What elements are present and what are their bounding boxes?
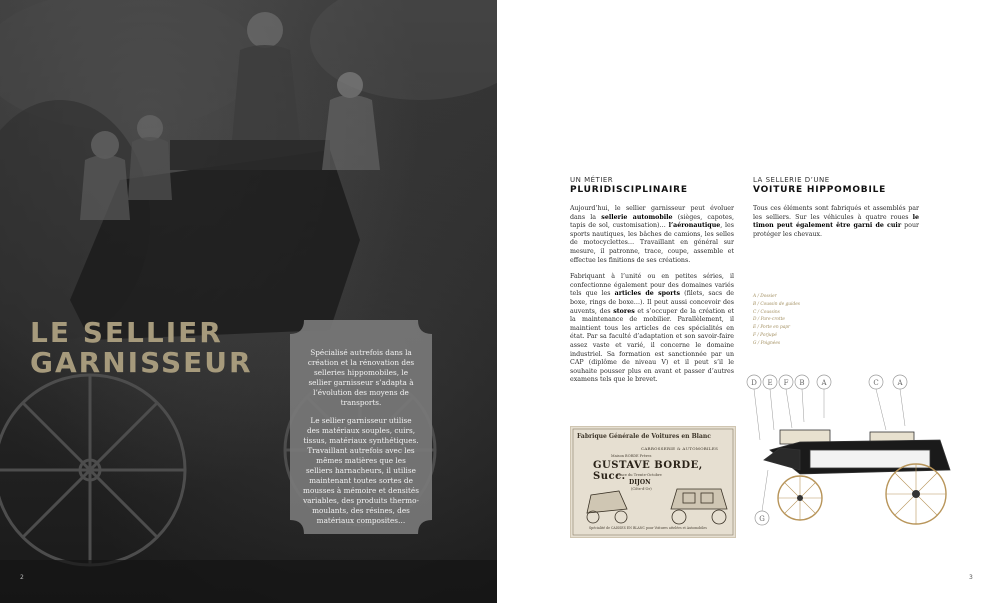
legend-item: F / Porjupé bbox=[753, 332, 777, 338]
ad-subheader: CARROSSERIE & AUTOMOBILES bbox=[641, 446, 719, 451]
title-line-2: GARNISSEUR bbox=[30, 346, 253, 379]
diagram-label-g: G bbox=[759, 515, 765, 523]
column-metier bbox=[570, 176, 734, 385]
plaque-paragraph-2: Le sellier garnisseur utilise des matériaux souples, cuirs, tissus, matériaux synthétiques. Travaillant autrefois avec les mêmes matières que les selliers harnacheurs, il utilise maintenant toutes sortes de mousses à mémoire et densités variables, des produits thermo-moulants, des résines, des matériaux composites… bbox=[303, 416, 419, 525]
vintage-ad-card bbox=[570, 426, 736, 538]
diagram-label-f: F bbox=[783, 379, 789, 387]
ad-address: Place du Trente-Octobre bbox=[617, 473, 662, 477]
legend-item: G / Poignées bbox=[753, 340, 781, 346]
page-number-right: 3 bbox=[969, 574, 973, 581]
ad-header: Fabrique Générale de Voitures en Blanc bbox=[577, 433, 711, 440]
plaque-paragraph-1: Spécialisé autrefois dans la création et la rénovation des selleries hippomobiles, le sellier garnisseur s’adapta à l’évolution des moyens de transports. bbox=[307, 348, 415, 407]
diagram-label-c: C bbox=[873, 379, 879, 387]
ad-company-name: GUSTAVE BORDE, Succ. bbox=[593, 460, 703, 482]
col2-kicker: LA SELLERIE D’UNE bbox=[753, 176, 830, 184]
carriage-diagram bbox=[740, 370, 970, 542]
ad-region: (Côte-d’Or) bbox=[631, 487, 652, 491]
ad-footer: Spécialité de CAISSES EN BLANC pour Voitures attelées et Automobiles bbox=[589, 526, 707, 530]
ad-city: DIJON bbox=[629, 479, 651, 486]
diagram-label-a: A bbox=[821, 379, 827, 387]
col2-subhead: VOITURE HIPPOMOBILE bbox=[753, 185, 887, 195]
col2-paragraph-1: Tous ces éléments sont fabriqués et assemblés par les selliers. Sur les véhicules à quatre roues le timon peut également être garni de cuir pour protéger les chevaux. bbox=[753, 205, 920, 238]
diagram-label-a2: A bbox=[897, 379, 903, 387]
diagram-label-b: B bbox=[799, 379, 805, 387]
ad-maison: Maison BORDE Frères bbox=[611, 454, 652, 458]
column-sellerie bbox=[753, 176, 919, 239]
col1-subhead: PLURIDISCIPLINAIRE bbox=[570, 185, 688, 195]
diagram-label-d: D bbox=[751, 379, 757, 387]
plaque-text bbox=[303, 348, 419, 534]
col1-paragraph-1: Aujourd’hui, le sellier garnisseur peut évoluer dans la sellerie automobile (sièges, capotes, tapis de sol, customisation)… l’aéronautique, les sports nautiques, les bâches de camions, les selles de motocyclettes… Travaillant en général sur mesure, il patronne, trace, coupe, assemble et effectue les finitions de ses créations. bbox=[570, 205, 735, 264]
diagram-legend bbox=[753, 293, 800, 348]
diagram-label-e: E bbox=[767, 379, 773, 387]
legend-item: B / Coussin de guides bbox=[753, 301, 800, 307]
page-title bbox=[30, 318, 253, 378]
ad-car-illustration bbox=[571, 427, 735, 537]
legend-item: A / Dossier bbox=[753, 294, 777, 299]
legend-item: C / Coussins bbox=[753, 309, 780, 315]
title-line-1: LE SELLIER bbox=[30, 316, 223, 349]
page-number-left: 2 bbox=[20, 574, 24, 581]
col1-kicker: UN MÉTIER bbox=[570, 176, 614, 184]
legend-item: D / Pare-crotte bbox=[753, 317, 785, 323]
legend-item: E / Porte en papr bbox=[753, 325, 791, 331]
col1-paragraph-2: Fabriquant à l’unité ou en petites séries, il confectionne également pour des domaines variés tels que les articles de sports (filets, sacs de boxe, rings de boxe…). Il peut aussi concevoir des auvents, des stores et s’occuper de la création et la maintenance de mobilier. Parallèlement, il maintient tous les articles de ces spécialités en état. Par sa faculté d’adaptation et son savoir-faire assez vaste et varié, il concerne le domaine industriel. Sa formation est sanctionnée par un CAP (diplôme de niveau V) et il peut s’il le souhaite pousser plus en avant et passer d’autres examens tels que le brevet. bbox=[570, 273, 735, 384]
